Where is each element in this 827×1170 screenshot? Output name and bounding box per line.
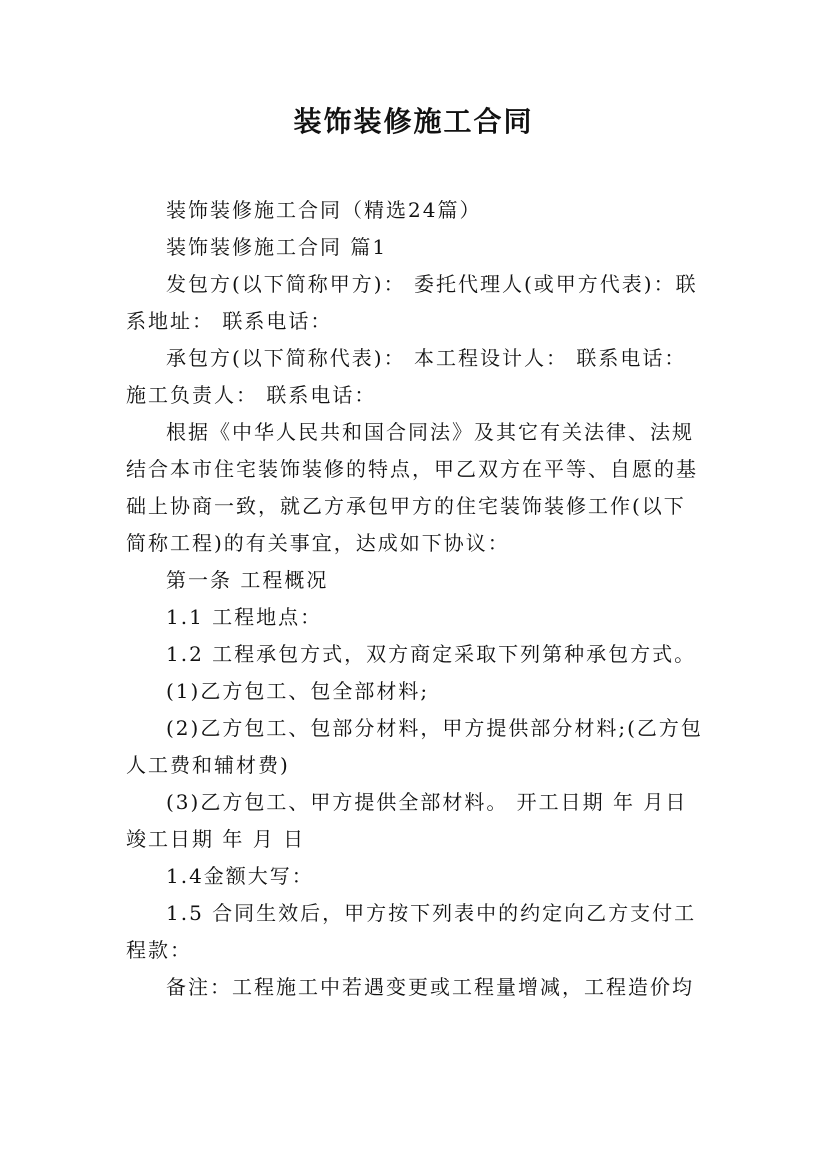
document-body [126,192,706,1006]
paragraph-option-1: (1)乙方包工、包全部材料; [166,679,430,703]
paragraph-party-b: 承包方(以下简称代表)： 本工程设计人： 联系电话：施工负责人： 联系电话： [126,346,687,407]
paragraph-preamble: 根据《中华人民共和国合同法》及其它有关法律、法规结合本市住宅装饰装修的特点，甲乙双方在平等、自愿的基础上协商一致，就乙方承包甲方的住宅装饰装修工作(以下简称工程)的有关事宜，达成如下协议： [126,420,698,555]
paragraph-option-3: (3)乙方包工、甲方提供全部材料。 开工日期 年 月日 竣工日期 年 月 日 [126,790,688,851]
paragraph-article-1: 第一条 工程概况 [166,568,329,592]
document-title: 装饰装修施工合同 [293,105,534,138]
paragraph-subtitle: 装饰装修施工合同（精选24篇） [166,198,482,222]
paragraph-clause-1-5: 1.5 合同生效后，甲方按下列表中的约定向乙方支付工程款： [126,901,697,962]
paragraph-party-a: 发包方(以下简称甲方)： 委托代理人(或甲方代表)：联系地址： 联系电话： [126,272,698,333]
paragraph-clause-1-1: 1.1 工程地点： [166,605,323,629]
paragraph-clause-1-2: 1.2 工程承包方式，双方商定采取下列第种承包方式。 [166,642,697,666]
paragraph-option-2: (2)乙方包工、包部分材料，甲方提供部分材料;(乙方包人工费和辅材费) [126,716,703,777]
paragraph-clause-1-4: 1.4金额大写： [166,864,314,888]
paragraph-note: 备注：工程施工中若遇变更或工程量增减，工程造价均 [166,975,694,999]
paragraph-section-heading: 装饰装修施工合同 篇1 [166,235,388,259]
